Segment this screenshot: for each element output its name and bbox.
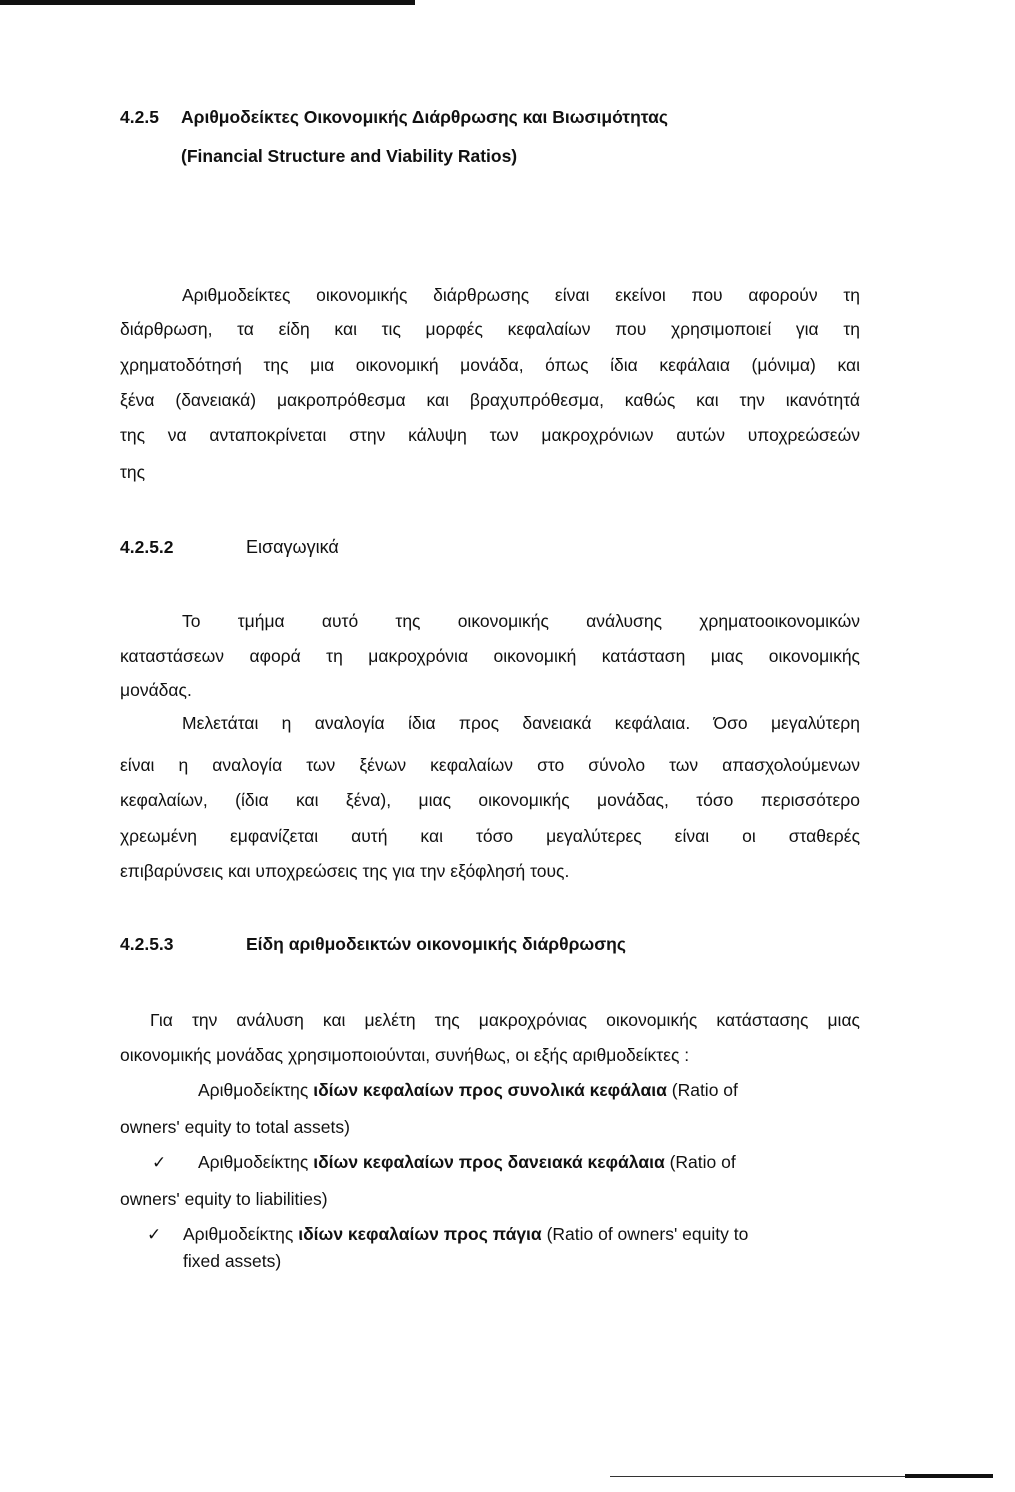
section-number: 4.2.5 (120, 107, 159, 127)
subsection-2-para2-line: είναι η αναλογία των ξένων κεφαλαίων στο σύνολο των απασχολούμενων (120, 755, 860, 775)
section-title-greek: Αριθμοδείκτες Οικονομικής Διάρθρωσης και Βιωσιμότητας (181, 107, 668, 127)
ratio-item-continuation: fixed assets) (183, 1251, 282, 1271)
ratio-item-lead: Αριθμοδείκτης (198, 1080, 309, 1100)
bottom-rule (905, 1474, 993, 1478)
intro-line: διάρθρωση, τα είδη και τις μορφές κεφαλαίων που χρησιμοποιεί για τη (120, 319, 860, 339)
ratio-item-line (198, 1080, 738, 1101)
subsection-2-para1-line: μονάδας. (120, 680, 192, 700)
subsection-2-para2-line: χρεωμένη εμφανίζεται αυτή και τόσο μεγαλύτερες είναι οι σταθερές (120, 826, 860, 846)
ratio-item-continuation: owners' equity to total assets) (120, 1117, 350, 1137)
check-icon: ✓ (147, 1225, 162, 1244)
ratio-item-bold: ιδίων κεφαλαίων προς πάγια (298, 1224, 542, 1244)
section-title-english: (Financial Structure and Viability Ratios) (181, 146, 518, 166)
intro-line: χρηματοδότησή της μια οικονομική μονάδα, όπως ίδια κεφάλαια (μόνιμα) και (120, 355, 860, 375)
subsection-2-para2-line: Μελετάται η αναλογία ίδια προς δανειακά κεφάλαια. Όσο μεγαλύτερη (182, 713, 860, 733)
ratio-item-line (183, 1224, 748, 1245)
intro-line: Αριθμοδείκτες οικονομικής διάρθρωσης είναι εκείνοι που αφορούν τη (182, 285, 860, 305)
subsection-2-para2-line: κεφαλαίων, (ίδια και ξένα), μιας οικονομικής μονάδας, τόσο περισσότερο (120, 790, 860, 810)
subsection-3-intro-line: Για την ανάλυση και μελέτη της μακροχρόνιας οικονομικής κατάστασης μιας (150, 1010, 860, 1030)
top-rule (0, 0, 415, 5)
subsection-2-para1-line: καταστάσεων αφορά τη μακροχρόνια οικονομική κατάσταση μιας οικονομικής (120, 646, 860, 666)
ratio-item-tail: (Ratio of (669, 1152, 736, 1172)
ratio-item-line (198, 1152, 736, 1173)
subsection-3-number: 4.2.5.3 (120, 934, 174, 954)
ratio-item-lead: Αριθμοδείκτης (183, 1224, 294, 1244)
ratio-item-bold: ιδίων κεφαλαίων προς δανειακά κεφάλαια (313, 1152, 665, 1172)
subsection-2-title: Εισαγωγικά (246, 537, 339, 557)
subsection-3-intro-line: οικονομικής μονάδας χρησιμοποιούνται, συνήθως, οι εξής αριθμοδείκτες : (120, 1045, 690, 1065)
ratio-item-tail: (Ratio of (671, 1080, 738, 1100)
ratio-item-bold: ιδίων κεφαλαίων προς συνολικά κεφάλαια (313, 1080, 667, 1100)
subsection-3-title: Είδη αριθμοδεικτών οικονομικής διάρθρωσης (246, 934, 626, 954)
subsection-2-para2-line: επιβαρύνσεις και υποχρεώσεις της για την εξόφλησή τους. (120, 861, 570, 881)
bottom-rule-thin (610, 1476, 905, 1477)
subsection-2-para1-line: Το τμήμα αυτό της οικονομικής ανάλυσης χρηματοοικονομικών (182, 611, 860, 631)
ratio-item-continuation: owners' equity to liabilities) (120, 1189, 328, 1209)
intro-line: της (120, 462, 146, 482)
intro-line: ξένα (δανειακά) μακροπρόθεσμα και βραχυπρόθεσμα, καθώς και την ικανότητά (120, 390, 860, 410)
subsection-2-number: 4.2.5.2 (120, 537, 174, 557)
intro-line: της να ανταποκρίνεται στην κάλυψη των μακροχρόνιων αυτών υποχρεώσεών (120, 425, 860, 445)
check-icon: ✓ (152, 1153, 167, 1172)
ratio-item-lead: Αριθμοδείκτης (198, 1152, 309, 1172)
ratio-item-tail: (Ratio of owners' equity to (546, 1224, 749, 1244)
